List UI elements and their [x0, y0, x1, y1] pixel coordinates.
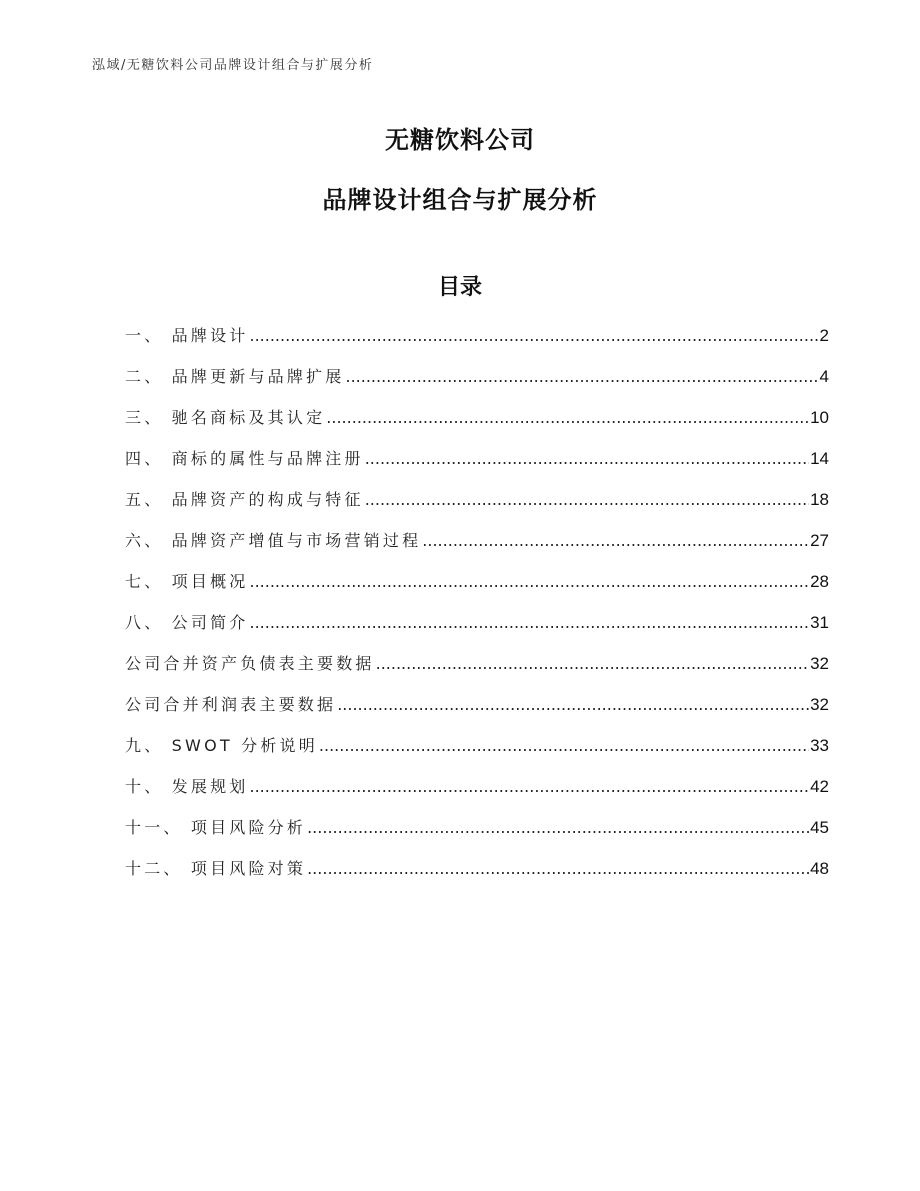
toc-entry-label: 十、 发展规划 [125, 777, 249, 796]
toc-entry[interactable] [125, 364, 829, 405]
table-of-contents [125, 323, 829, 897]
toc-entry[interactable] [125, 610, 829, 651]
toc-entry-page: 31 [810, 613, 829, 632]
toc-dot-leader [365, 449, 809, 468]
running-header: 泓域/无糖饮料公司品牌设计组合与扩展分析 [92, 58, 374, 73]
toc-entry-label: 二、 品牌更新与品牌扩展 [125, 367, 345, 386]
toc-dot-leader [365, 490, 809, 509]
toc-entry-label: 公司合并资产负债表主要数据 [125, 654, 375, 673]
toc-entry[interactable] [125, 323, 829, 364]
toc-entry-label: 八、 公司简介 [125, 613, 249, 632]
toc-entry[interactable] [125, 446, 829, 487]
toc-dot-leader [250, 777, 810, 796]
toc-dot-leader [250, 326, 819, 345]
toc-entry-label: 五、 品牌资产的构成与特征 [125, 490, 364, 509]
toc-entry-label: 十二、 项目风险对策 [125, 859, 307, 878]
toc-entry[interactable] [125, 487, 829, 528]
toc-dot-leader [346, 367, 819, 386]
toc-entry-page: 18 [810, 490, 829, 509]
toc-heading: 目录 [437, 275, 482, 300]
toc-entry-page: 32 [810, 695, 829, 714]
toc-dot-leader [422, 531, 809, 550]
toc-entry-page: 4 [819, 367, 829, 386]
toc-entry-page: 42 [810, 777, 829, 796]
toc-entry-page: 48 [810, 859, 829, 878]
toc-entry-label: 七、 项目概况 [125, 572, 249, 591]
toc-dot-leader [326, 408, 809, 427]
toc-entry-page: 28 [810, 572, 829, 591]
toc-entry-label: 公司合并利润表主要数据 [125, 695, 337, 714]
toc-entry-page: 33 [810, 736, 829, 755]
toc-dot-leader [307, 818, 809, 837]
toc-dot-leader [319, 736, 809, 755]
toc-dot-leader [307, 859, 809, 878]
document-title-line1: 无糖饮料公司 [385, 126, 535, 154]
toc-entry-label: 十一、 项目风险分析 [125, 818, 307, 837]
toc-entry-label: 九、 SWOT 分析说明 [125, 736, 318, 755]
toc-dot-leader [250, 613, 810, 632]
toc-entry[interactable] [125, 405, 829, 446]
toc-entry-page: 14 [810, 449, 829, 468]
toc-dot-leader [250, 572, 810, 591]
toc-entry-page: 10 [810, 408, 829, 427]
toc-entry-page: 27 [810, 531, 829, 550]
toc-dot-leader [376, 654, 809, 673]
toc-entry-label: 一、 品牌设计 [125, 326, 249, 345]
toc-entry-page: 45 [810, 818, 829, 837]
toc-entry[interactable] [125, 856, 829, 897]
document-title-line2: 品牌设计组合与扩展分析 [322, 186, 598, 214]
toc-entry[interactable] [125, 692, 829, 733]
toc-entry[interactable] [125, 651, 829, 692]
toc-entry-label: 六、 品牌资产增值与市场营销过程 [125, 531, 422, 550]
toc-entry[interactable] [125, 569, 829, 610]
toc-dot-leader [337, 695, 809, 714]
toc-entry[interactable] [125, 774, 829, 815]
toc-entry[interactable] [125, 733, 829, 774]
toc-entry-label: 三、 驰名商标及其认定 [125, 408, 326, 427]
toc-entry-label: 四、 商标的属性与品牌注册 [125, 449, 364, 468]
toc-entry-page: 32 [810, 654, 829, 673]
toc-entry[interactable] [125, 528, 829, 569]
toc-entry[interactable] [125, 815, 829, 856]
toc-entry-page: 2 [819, 326, 829, 345]
